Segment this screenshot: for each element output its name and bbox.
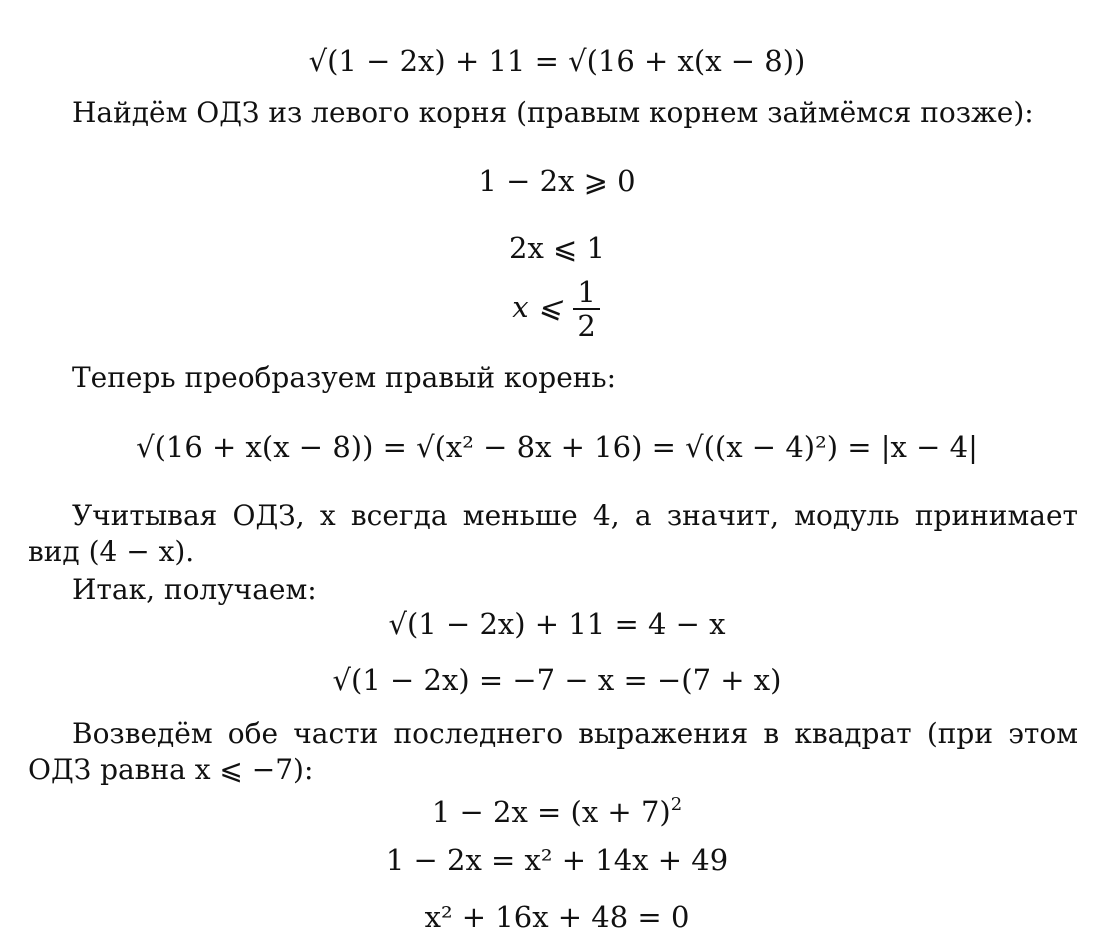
paragraph-square-both-sides: Возведём обе части последнего выражения в квадрат (при этом ОДЗ равна x ⩽ −7): xyxy=(28,717,1078,786)
text-odz-intro: Найдём ОДЗ из левого корня (правым корнем займёмся позже): xyxy=(72,96,1034,129)
equation-squared-1 xyxy=(0,788,1114,829)
equation-squared-2: 1 − 2x = x² + 14x + 49 xyxy=(385,843,729,877)
eq-sq1-exponent: 2 xyxy=(670,794,683,815)
ineq3-left: x ⩽ xyxy=(512,290,563,324)
text-so-we-get: Итак, получаем: xyxy=(72,573,317,606)
eq-sq1-text: 1 − 2x = (x + 7) xyxy=(431,795,671,829)
equation-original: √(1 − 2x) + 11 = √(16 + x(x − 8)) xyxy=(308,44,806,78)
fraction-numerator: 1 xyxy=(573,276,599,310)
equation-step-1: √(1 − 2x) + 11 = 4 − x xyxy=(388,607,726,641)
equation-transform: √(16 + x(x − 8)) = √(x² − 8x + 16) = √((x − 4)²) = |x − 4| xyxy=(136,430,978,464)
fraction-denominator: 2 xyxy=(577,309,596,343)
inequality-1: 1 − 2x ⩾ 0 xyxy=(478,164,636,198)
paragraph-considering-odz: Учитывая ОДЗ, x всегда меньше 4, а значит, модуль принимает вид (4 − x). xyxy=(28,499,1078,568)
equation-quadratic: x² + 16x + 48 = 0 xyxy=(424,900,690,934)
inequality-2: 2x ⩽ 1 xyxy=(509,231,605,265)
equation-step-2: √(1 − 2x) = −7 − x = −(7 + x) xyxy=(332,663,782,697)
inequality-3 xyxy=(0,276,1114,342)
fraction-one-half xyxy=(573,276,599,342)
text-transform: Теперь преобразуем правый корень: xyxy=(72,361,617,394)
